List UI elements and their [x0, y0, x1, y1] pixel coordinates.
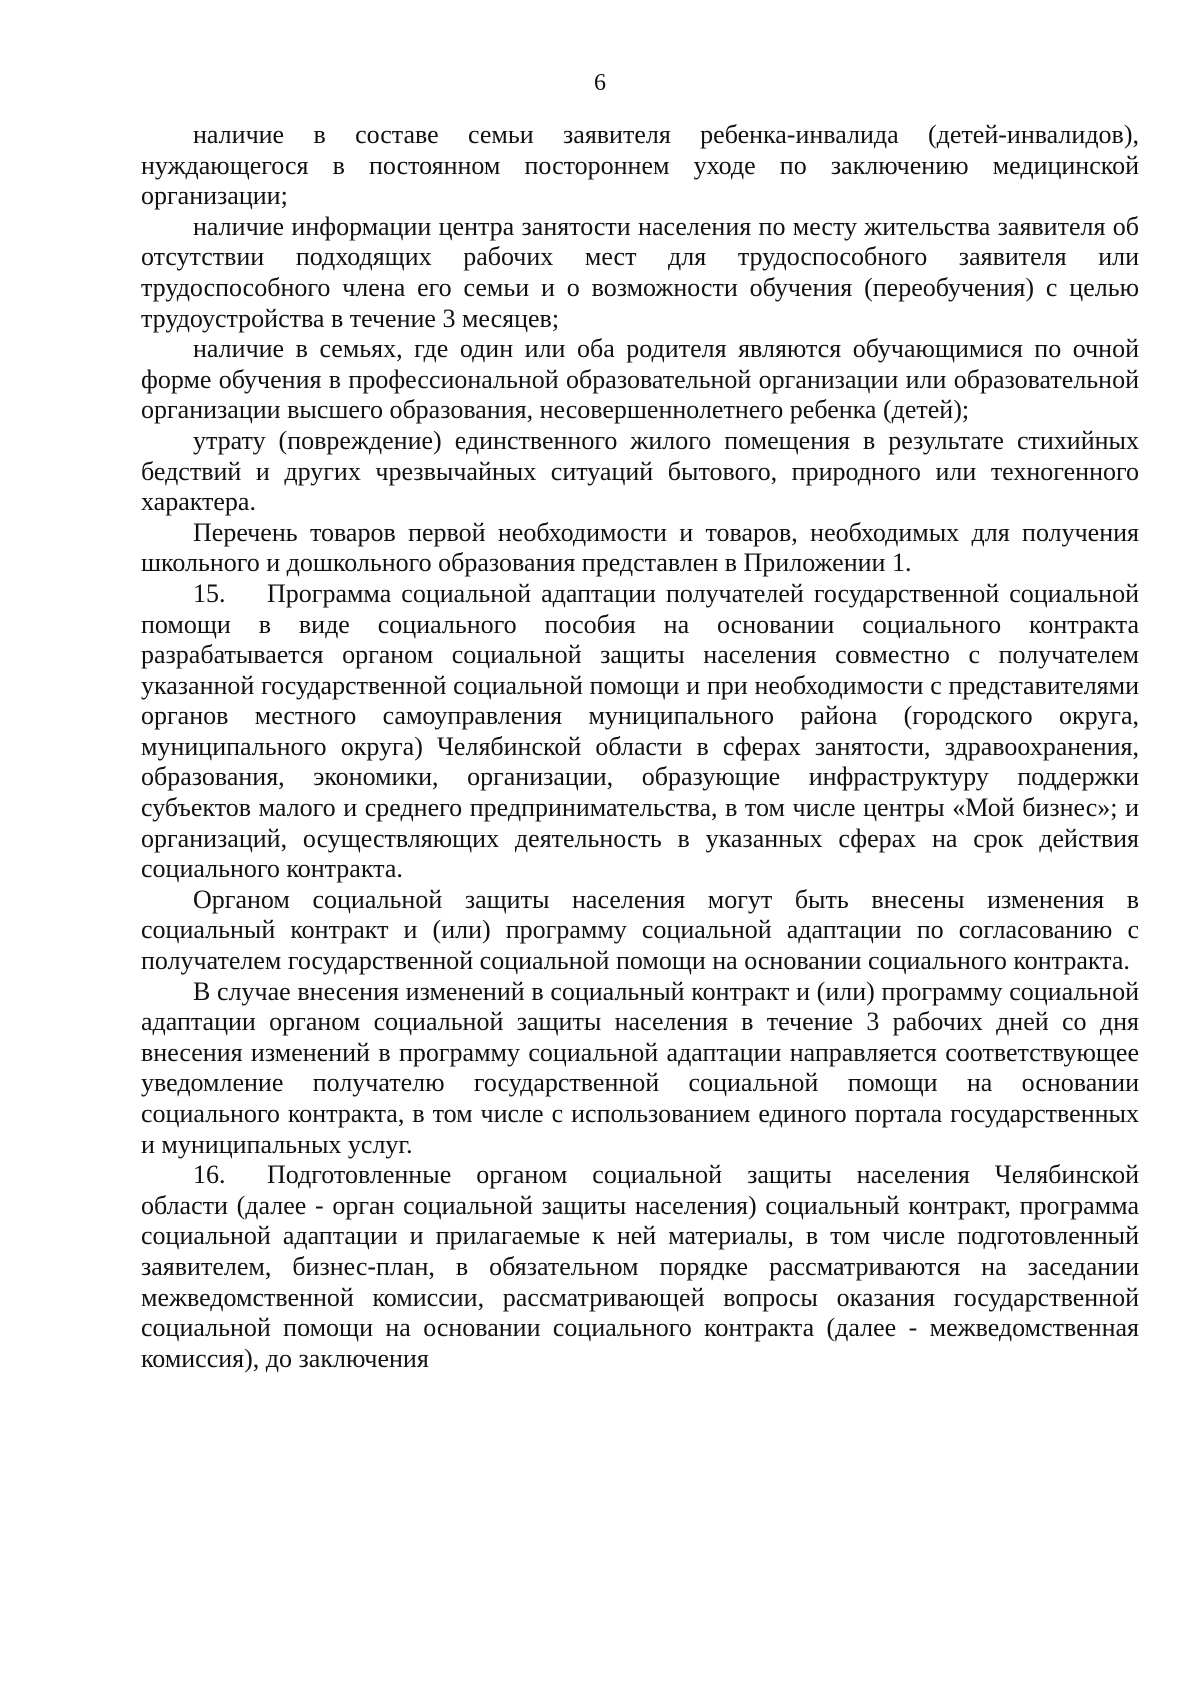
paragraph-employment-center: [141, 212, 1139, 334]
paragraph-item-15: [141, 579, 1139, 885]
item-number: 16.: [193, 1160, 226, 1190]
paragraph-text: В случае внесения изменений в социальный контракт и (или) программу социальной адаптации органом социальной защиты населения в течение 3 рабочих дней со дня внесения изменений в программу социальной адаптации направляется соответствующее уведомление получателю государственной социальной помощи на основании социального контракта, в том числе с использованием единого портала государственных и муниципальных услуг.: [141, 976, 1139, 1159]
paragraph-notification: [141, 977, 1139, 1161]
paragraph-item-16: [141, 1160, 1139, 1374]
paragraph-text: наличие в составе семьи заявителя ребенка-инвалида (детей-инвалидов), нуждающегося в постоянном постороннем уходе по заключению медицинской организации;: [141, 120, 1139, 211]
paragraph-goods-list: [141, 518, 1139, 579]
document-body: [141, 120, 1139, 1374]
paragraph-text: наличие информации центра занятости населения по месту жительства заявителя об отсутствии подходящих рабочих мест для трудоспособного заявителя или трудоспособного члена его семьи и о возможности обучения (переобучения) с целью трудоустройства в течение 3 месяцев;: [141, 211, 1139, 333]
paragraph-text: Программа социальной адаптации получателей государственной социальной помощи в виде социального пособия на основании социального контракта разрабатывается органом социальной защиты населения совместно с получателем указанной государственной социальной помощи и при необходимости с представителями органов местного самоуправления муниципального района (городского округа, муниципального округа) Челябинской области в сферах занятости, здравоохранения, образования, экономики, организации, образующие инфраструктуру поддержки субъектов малого и среднего предпринимательства, в том числе центры «Мой бизнес»; и организаций, осуществляющих деятельность в указанных сферах на срок действия социального контракта.: [141, 578, 1139, 884]
paragraph-disabled-child: [141, 120, 1139, 212]
paragraph-housing-loss: [141, 426, 1139, 518]
paragraph-students: [141, 334, 1139, 426]
paragraph-text: Органом социальной защиты населения могут быть внесены изменения в социальный контракт и (или) программу социальной адаптации по согласованию с получателем государственной социальной помощи на основании социального контракта.: [141, 884, 1139, 976]
paragraph-contract-changes: [141, 885, 1139, 977]
paragraph-text: Подготовленные органом социальной защиты населения Челябинской области (далее - орган социальной защиты населения) социальный контракт, программа социальной адаптации и прилагаемые к ней материалы, в том числе подготовленный заявителем, бизнес-план, в обязательном порядке рассматриваются на заседании межведомственной комиссии, рассматривающей вопросы оказания государственной социальной помощи на основании социального контракта (далее - межведомственная комиссия), до заключения: [141, 1160, 1139, 1373]
paragraph-text: наличие в семьях, где один или оба родителя являются обучающимися по очной форме обучения в профессиональной образовательной организации или образовательной организации высшего образования, несовершеннолетнего ребенка (детей);: [141, 334, 1139, 425]
item-number: 15.: [193, 578, 226, 608]
paragraph-text: Перечень товаров первой необходимости и товаров, необходимых для получения школьного и дошкольного образования представлен в Приложении 1.: [141, 517, 1139, 578]
page-number: 6: [594, 70, 606, 96]
paragraph-text: утрату (повреждение) единственного жилого помещения в результате стихийных бедствий и других чрезвычайных ситуаций бытового, природного или техногенного характера.: [141, 425, 1139, 517]
